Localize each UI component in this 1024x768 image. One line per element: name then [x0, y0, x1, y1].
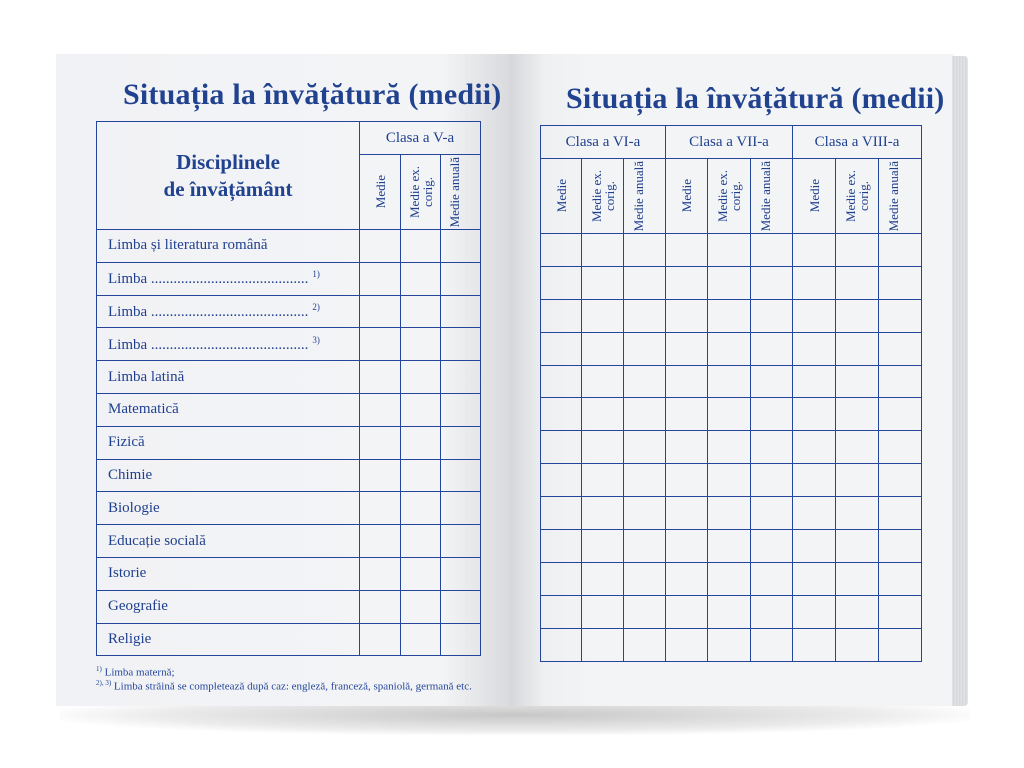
grade-cell[interactable]	[879, 628, 922, 661]
footnote-1-mark: 1)	[96, 665, 102, 673]
footnote-2-text: Limba străină se completează după caz: engleză, franceză, spaniolă, germană etc.	[113, 680, 472, 693]
grade-cell[interactable]	[751, 266, 793, 299]
subject-row	[97, 525, 481, 558]
grade-cell[interactable]	[751, 234, 793, 267]
grade-cell[interactable]	[879, 464, 922, 497]
col-medie-corig-header	[401, 155, 441, 230]
subject-name: Geografie	[108, 598, 168, 615]
grade-cell[interactable]	[582, 332, 624, 365]
class-5-header: Clasa a V-a	[360, 122, 481, 155]
grades-table-classes-6-8	[540, 125, 922, 662]
grade-cell[interactable]	[624, 562, 666, 595]
subject-name-cell	[97, 492, 360, 525]
grade-cell[interactable]	[793, 398, 836, 431]
grade-cell[interactable]	[836, 595, 879, 628]
grade-cell[interactable]	[708, 595, 751, 628]
subject-name-cell	[97, 393, 360, 426]
grade-cell[interactable]	[360, 361, 401, 394]
grade-cell[interactable]	[401, 492, 441, 525]
subject-row	[97, 557, 481, 590]
col-medie-anuala-header	[751, 159, 793, 234]
subject-row	[97, 492, 481, 525]
right-page-title: Situația la învățătură (medii)	[566, 82, 945, 115]
grade-cell[interactable]	[582, 365, 624, 398]
grade-cell[interactable]	[666, 595, 708, 628]
col-medie-header	[793, 159, 836, 234]
grade-cell[interactable]	[624, 398, 666, 431]
grade-cell[interactable]	[582, 497, 624, 530]
subject-name: Matematică	[108, 401, 179, 418]
grade-cell[interactable]	[541, 234, 582, 267]
grade-cell[interactable]	[541, 299, 582, 332]
grade-cell[interactable]	[836, 530, 879, 563]
grade-row	[541, 431, 922, 464]
grade-cell[interactable]	[879, 530, 922, 563]
grade-cell[interactable]	[708, 332, 751, 365]
grade-cell[interactable]	[879, 595, 922, 628]
grade-cell[interactable]	[793, 595, 836, 628]
grade-cell[interactable]	[708, 431, 751, 464]
subject-name-cell	[97, 590, 360, 623]
grade-cell[interactable]	[624, 595, 666, 628]
grade-cell[interactable]	[441, 230, 481, 263]
grade-cell[interactable]	[836, 464, 879, 497]
grade-cell[interactable]	[541, 398, 582, 431]
subject-name-cell	[97, 557, 360, 590]
col-medie-corig-label: Medie ex. corig.	[406, 166, 435, 218]
grade-cell[interactable]	[360, 393, 401, 426]
subject-name-cell	[97, 295, 360, 328]
grade-cell[interactable]	[360, 590, 401, 623]
grade-cell[interactable]	[751, 299, 793, 332]
grade-cell[interactable]	[624, 431, 666, 464]
grade-cell[interactable]	[582, 562, 624, 595]
grades-table-class-5	[96, 121, 481, 656]
grade-cell[interactable]	[624, 464, 666, 497]
subject-row	[97, 230, 481, 263]
grade-cell[interactable]	[666, 497, 708, 530]
grade-cell[interactable]	[751, 332, 793, 365]
grade-cell[interactable]	[708, 398, 751, 431]
col-medie-header	[666, 159, 708, 234]
grade-row	[541, 464, 922, 497]
grade-cell[interactable]	[751, 464, 793, 497]
grade-cell[interactable]	[541, 332, 582, 365]
subject-row	[97, 361, 481, 394]
subject-row	[97, 623, 481, 656]
grade-cell[interactable]	[441, 557, 481, 590]
subject-name-cell	[97, 459, 360, 492]
grade-cell[interactable]	[360, 557, 401, 590]
grade-cell[interactable]	[751, 562, 793, 595]
grade-cell[interactable]	[441, 262, 481, 295]
grade-cell[interactable]	[624, 497, 666, 530]
grade-cell[interactable]	[401, 426, 441, 459]
grade-cell[interactable]	[879, 497, 922, 530]
grade-cell[interactable]	[666, 398, 708, 431]
grade-cell[interactable]	[793, 332, 836, 365]
grade-cell[interactable]	[793, 266, 836, 299]
grade-row	[541, 299, 922, 332]
grade-cell[interactable]	[751, 497, 793, 530]
subject-row	[97, 393, 481, 426]
grade-cell[interactable]	[793, 628, 836, 661]
grade-cell[interactable]	[582, 628, 624, 661]
grade-cell[interactable]	[751, 530, 793, 563]
grade-cell[interactable]	[879, 398, 922, 431]
class-header-7: Clasa a VII-a	[666, 126, 793, 159]
col-medie-corig-header	[836, 159, 879, 234]
grade-cell[interactable]	[666, 266, 708, 299]
grade-cell[interactable]	[836, 332, 879, 365]
subject-name-cell	[97, 426, 360, 459]
grade-cell[interactable]	[541, 595, 582, 628]
grade-cell[interactable]	[836, 431, 879, 464]
grade-cell[interactable]	[401, 590, 441, 623]
col-medie-anuala-header	[879, 159, 922, 234]
grade-cell[interactable]	[708, 266, 751, 299]
grade-cell[interactable]	[360, 623, 401, 656]
grade-cell[interactable]	[541, 562, 582, 595]
grade-row	[541, 398, 922, 431]
grade-cell[interactable]	[441, 361, 481, 394]
subject-name: Limba ..........................................	[108, 336, 309, 353]
grade-cell[interactable]	[708, 365, 751, 398]
grade-cell[interactable]	[541, 628, 582, 661]
grade-row	[541, 562, 922, 595]
grade-cell[interactable]	[836, 234, 879, 267]
subject-name-cell	[97, 230, 360, 263]
subject-name: Biologie	[108, 499, 160, 516]
grade-cell[interactable]	[708, 497, 751, 530]
grade-cell[interactable]	[441, 328, 481, 361]
subject-row	[97, 426, 481, 459]
grade-row	[541, 530, 922, 563]
grade-cell[interactable]	[624, 628, 666, 661]
grade-row	[541, 365, 922, 398]
subject-name-cell	[97, 328, 360, 361]
grade-cell[interactable]	[401, 459, 441, 492]
class-header-8: Clasa a VIII-a	[793, 126, 922, 159]
grade-cell[interactable]	[624, 530, 666, 563]
col-medie-anuala-header	[624, 159, 666, 234]
grade-row	[541, 595, 922, 628]
subject-name-cell	[97, 262, 360, 295]
page-edges	[952, 56, 968, 706]
grade-cell[interactable]	[582, 530, 624, 563]
grade-cell[interactable]	[879, 562, 922, 595]
grade-cell[interactable]	[708, 628, 751, 661]
grade-cell[interactable]	[401, 230, 441, 263]
grade-row	[541, 628, 922, 661]
grade-cell[interactable]	[708, 562, 751, 595]
subject-name: Educație socială	[108, 532, 206, 549]
grade-cell[interactable]	[360, 525, 401, 558]
grade-cell[interactable]	[879, 234, 922, 267]
grade-cell[interactable]	[401, 295, 441, 328]
grade-cell[interactable]	[541, 365, 582, 398]
grade-cell[interactable]	[836, 365, 879, 398]
grade-cell[interactable]	[751, 398, 793, 431]
col-medie-header	[360, 155, 401, 230]
grade-cell[interactable]	[441, 623, 481, 656]
grade-cell[interactable]	[666, 464, 708, 497]
grade-cell[interactable]	[401, 328, 441, 361]
grade-cell[interactable]	[666, 365, 708, 398]
grade-cell[interactable]	[666, 431, 708, 464]
grade-cell[interactable]	[360, 459, 401, 492]
grade-cell[interactable]	[793, 365, 836, 398]
col-medie-label: Medie	[679, 179, 694, 213]
subject-name: Limba și literatura română	[108, 237, 268, 254]
col-medie-corig-header	[708, 159, 751, 234]
grade-row	[541, 234, 922, 267]
grade-cell[interactable]	[541, 497, 582, 530]
disciplines-header	[97, 122, 360, 230]
col-medie-anuala-label: Medie anuală	[630, 160, 646, 232]
grade-cell[interactable]	[836, 562, 879, 595]
grade-cell[interactable]	[836, 628, 879, 661]
grade-cell[interactable]	[624, 234, 666, 267]
grade-cell[interactable]	[836, 398, 879, 431]
grade-cell[interactable]	[360, 492, 401, 525]
grade-cell[interactable]	[708, 464, 751, 497]
grade-cell[interactable]	[708, 234, 751, 267]
grade-cell[interactable]	[666, 562, 708, 595]
grade-cell[interactable]	[441, 295, 481, 328]
grade-cell[interactable]	[360, 328, 401, 361]
subject-name-cell	[97, 361, 360, 394]
grade-cell[interactable]	[582, 431, 624, 464]
grade-cell[interactable]	[793, 234, 836, 267]
col-medie-corig-header	[582, 159, 624, 234]
col-medie-label: Medie	[553, 179, 569, 213]
grade-cell[interactable]	[441, 426, 481, 459]
col-medie-corig-label: Medie ex. corig.	[843, 170, 872, 222]
subject-name-cell	[97, 623, 360, 656]
grade-cell[interactable]	[360, 262, 401, 295]
grade-cell[interactable]	[441, 393, 481, 426]
disciplines-header-line2: de învățământ	[163, 176, 293, 201]
grade-cell[interactable]	[793, 464, 836, 497]
subject-row	[97, 590, 481, 623]
col-medie-anuala-label: Medie anuală	[886, 160, 902, 232]
grade-cell[interactable]	[836, 266, 879, 299]
subject-name: Limba ..........................................	[108, 303, 309, 320]
grade-cell[interactable]	[441, 590, 481, 623]
subject-footnote-mark: 2)	[312, 301, 320, 312]
col-medie-anuala-header	[441, 155, 481, 230]
grade-cell[interactable]	[401, 557, 441, 590]
col-medie-label: Medie	[372, 175, 388, 209]
grade-cell[interactable]	[541, 266, 582, 299]
grade-cell[interactable]	[793, 299, 836, 332]
grade-cell[interactable]	[582, 299, 624, 332]
subject-name: Istorie	[108, 565, 147, 582]
col-medie-corig-label: Medie ex. corig.	[715, 170, 743, 222]
grade-cell[interactable]	[666, 530, 708, 563]
grade-cell[interactable]	[666, 234, 708, 267]
col-medie-anuala-label: Medie anuală	[446, 156, 462, 228]
col-medie-corig-label: Medie ex. corig.	[588, 170, 617, 222]
grade-cell[interactable]	[360, 426, 401, 459]
col-medie-label: Medie	[806, 179, 822, 213]
grade-row	[541, 497, 922, 530]
grade-cell[interactable]	[441, 459, 481, 492]
grade-cell[interactable]	[360, 230, 401, 263]
grade-cell[interactable]	[441, 525, 481, 558]
grade-cell[interactable]	[793, 431, 836, 464]
grade-cell[interactable]	[751, 595, 793, 628]
grade-cell[interactable]	[793, 530, 836, 563]
grade-cell[interactable]	[401, 361, 441, 394]
grade-cell[interactable]	[708, 299, 751, 332]
subject-row	[97, 262, 481, 295]
grade-cell[interactable]	[751, 365, 793, 398]
grade-cell[interactable]	[836, 299, 879, 332]
subject-name: Fizică	[108, 434, 145, 451]
grade-cell[interactable]	[666, 299, 708, 332]
grade-cell[interactable]	[879, 299, 922, 332]
subject-name-cell	[97, 525, 360, 558]
subject-name: Religie	[108, 630, 152, 647]
grade-cell[interactable]	[624, 332, 666, 365]
grade-cell[interactable]	[879, 266, 922, 299]
footnote-2-mark: 2), 3)	[96, 679, 112, 687]
grade-cell[interactable]	[879, 431, 922, 464]
grade-cell[interactable]	[793, 562, 836, 595]
grade-cell[interactable]	[401, 393, 441, 426]
col-medie-header	[541, 159, 582, 234]
grade-cell[interactable]	[751, 431, 793, 464]
grade-cell[interactable]	[879, 365, 922, 398]
grade-cell[interactable]	[541, 530, 582, 563]
grade-cell[interactable]	[582, 595, 624, 628]
footnote-1-text: Limba maternă;	[104, 666, 175, 679]
grade-cell[interactable]	[793, 497, 836, 530]
grade-cell[interactable]	[401, 525, 441, 558]
grade-row	[541, 332, 922, 365]
grade-cell[interactable]	[441, 492, 481, 525]
grade-cell[interactable]	[879, 332, 922, 365]
grade-cell[interactable]	[360, 295, 401, 328]
subject-name: Chimie	[108, 466, 153, 483]
footnote-2	[96, 677, 472, 693]
subject-footnote-mark: 3)	[312, 334, 320, 345]
grade-cell[interactable]	[666, 332, 708, 365]
subject-row	[97, 295, 481, 328]
grade-cell[interactable]	[624, 365, 666, 398]
grade-cell[interactable]	[666, 628, 708, 661]
grade-cell[interactable]	[624, 266, 666, 299]
left-page-title: Situația la învățătură (medii)	[123, 78, 502, 111]
grade-row	[541, 266, 922, 299]
grade-cell[interactable]	[582, 464, 624, 497]
grade-cell[interactable]	[582, 266, 624, 299]
subject-name: Limba latină	[108, 368, 185, 385]
grade-cell[interactable]	[582, 234, 624, 267]
grade-cell[interactable]	[401, 262, 441, 295]
subject-footnote-mark: 1)	[312, 269, 320, 280]
col-medie-anuala-label: Medie anuală	[757, 160, 773, 232]
grade-cell[interactable]	[541, 431, 582, 464]
grade-cell[interactable]	[624, 299, 666, 332]
subject-name: Limba ..........................................	[108, 271, 309, 288]
class-header-6: Clasa a VI-a	[541, 126, 666, 159]
grade-cell[interactable]	[541, 464, 582, 497]
disciplines-header-line1: Disciplinele	[176, 149, 280, 174]
subject-row	[97, 328, 481, 361]
grade-cell[interactable]	[751, 628, 793, 661]
grade-cell[interactable]	[582, 398, 624, 431]
subject-row	[97, 459, 481, 492]
grade-cell[interactable]	[836, 497, 879, 530]
grade-cell[interactable]	[708, 530, 751, 563]
grade-cell[interactable]	[401, 623, 441, 656]
